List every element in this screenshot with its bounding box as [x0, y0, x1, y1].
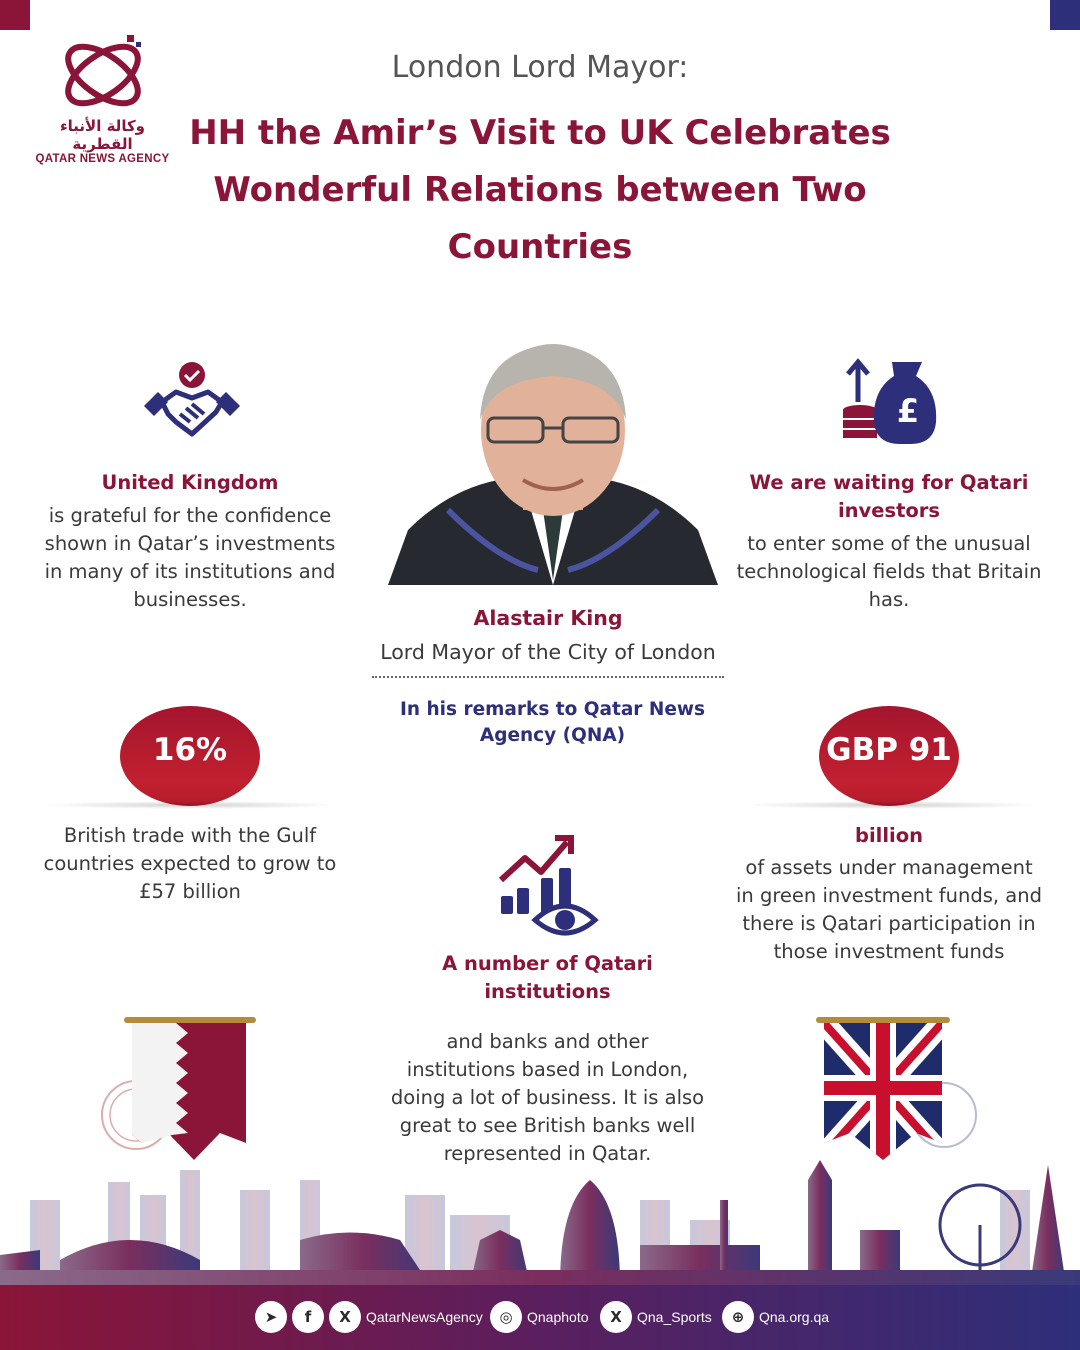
svg-text:£: £ — [896, 392, 920, 430]
speaker-role: Lord Mayor of the City of London — [380, 640, 716, 664]
social-website[interactable] — [722, 1301, 829, 1333]
stat-left-badge — [120, 706, 260, 806]
stat-left-shadow — [40, 801, 340, 809]
right-top-heading: We are waiting for Qatari investors — [749, 471, 1029, 522]
speaker-name: Alastair King — [473, 606, 623, 630]
stat-right-body: of assets under management in green investment funds, and there is Qatari participation in those investment funds — [735, 856, 1042, 963]
logo-english-name: QATAR NEWS AGENCY — [35, 153, 170, 165]
social-main[interactable] — [255, 1301, 483, 1333]
money-bag-pound-icon — [840, 358, 938, 450]
right-top-text — [734, 469, 1044, 614]
right-top-body: to enter some of the unusual technological fields that Britain has. — [736, 532, 1042, 611]
qatar-flag-icon — [96, 1015, 266, 1169]
x-icon[interactable]: X — [600, 1301, 632, 1333]
chart-eye-icon — [497, 834, 599, 942]
uk-flag-icon — [812, 1015, 982, 1169]
stat-right-text — [734, 822, 1044, 966]
globe-icon[interactable]: ⊕ — [722, 1301, 754, 1333]
left-top-heading: United Kingdom — [101, 471, 279, 494]
stat-right-shadow — [740, 801, 1040, 809]
website-url[interactable]: Qna.org.qa — [759, 1309, 830, 1325]
x-sports-handle[interactable]: Qna_Sports — [637, 1309, 712, 1325]
stat-left-body: British trade with the Gulf countries expected to grow to £57 billion — [43, 824, 337, 903]
speaker-block — [330, 604, 766, 666]
social-instagram[interactable] — [490, 1301, 589, 1333]
left-top-text — [40, 469, 340, 614]
footer-bar — [0, 1285, 1080, 1350]
stat-left-value: 16% — [152, 732, 228, 768]
social-main-handle[interactable]: QatarNewsAgency — [366, 1309, 483, 1325]
center-bottom-body: and banks and other institutions based in London, doing a lot of business. It is also great to see British banks well represented in Qatar. — [390, 1030, 705, 1165]
instagram-icon[interactable]: ◎ — [490, 1301, 522, 1333]
divider — [372, 676, 724, 678]
logo-arabic-name: وكالة الأنباء القطرية — [60, 117, 145, 153]
headline-title: HH the Amir’s Visit to UK Celebrates Wonderful Relations between Two Countries — [189, 113, 891, 267]
corner-accent-right — [1050, 0, 1080, 30]
speaker-photo — [388, 330, 718, 585]
x-icon[interactable]: X — [329, 1301, 361, 1333]
stat-right-value: GBP 91 — [826, 732, 952, 768]
facebook-icon[interactable]: f — [292, 1301, 324, 1333]
headline-supertitle: London Lord Mayor: — [391, 50, 689, 85]
city-skyline — [0, 1160, 1080, 1285]
left-top-body: is grateful for the confidence shown in Qatar’s investments in many of its institutions and businesses. — [44, 504, 336, 611]
speaker-remark: In his remarks to Qatar News Agency (QNA) — [400, 699, 705, 746]
stat-right-badge — [819, 706, 959, 806]
qna-emblem-icon — [53, 30, 153, 115]
qna-logo — [30, 30, 175, 165]
center-bottom-title: A number of Qatari institutions — [442, 952, 653, 1003]
corner-accent-left — [0, 0, 30, 30]
stat-right-heading: billion — [855, 824, 923, 847]
social-x-sports[interactable] — [600, 1301, 712, 1333]
handshake-check-icon — [140, 362, 244, 450]
instagram-handle[interactable]: Qnaphoto — [527, 1309, 589, 1325]
telegram-icon[interactable]: ➤ — [255, 1301, 287, 1333]
center-bottom-heading — [395, 950, 700, 1006]
